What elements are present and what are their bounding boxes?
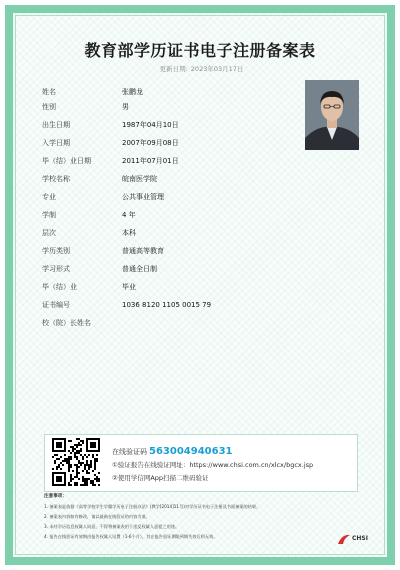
field-value: 皖南医学院 [122,175,157,183]
field-label: 专业 [42,193,56,201]
field-row-name [42,85,302,99]
field-row-duration [42,208,302,222]
field-label: 出生日期 [42,121,70,129]
field-row-level [42,226,302,240]
field-row-president [42,316,302,330]
update-date [0,64,400,73]
verification-app-line: ②使用学信网App扫描二维码验证 [112,474,209,482]
field-value: 公共事业管理 [122,193,164,201]
field-row-completion [42,280,302,294]
field-label: 层次 [42,229,56,237]
note-item: 1. 备案表是依据《高等学校学生学籍学历电子注册办法》(教学[2014]11号)对学历证书电子注册及书面备案的结果。 [44,504,261,509]
field-row-school [42,172,302,186]
update-date-value: 2023年03月17日 [190,65,244,73]
field-label: 学制 [42,211,56,219]
field-label: 学习形式 [42,265,70,273]
update-label: 更新日期: [159,65,188,73]
field-label: 性别 [42,103,56,111]
field-label: 学历类别 [42,247,70,255]
field-row-birth-date [42,118,302,132]
field-value: 本科 [122,229,136,237]
qr-code[interactable] [52,438,100,486]
field-value: 2011年07月01日 [122,157,179,165]
field-label: 入学日期 [42,139,70,147]
field-value: 普通全日制 [122,265,157,273]
field-label: 校（院）长姓名 [42,319,91,327]
field-value: 男 [122,103,129,111]
field-label: 毕（结）业日期 [42,157,91,165]
field-value: 张鹏龙 [122,88,143,96]
portrait-image [305,80,359,150]
field-label: 毕（结）业 [42,283,77,291]
field-row-certificate-number [42,298,302,312]
note-item: 2. 备案表内容如有修改，请以最新在线验证的内容为准。 [44,514,150,519]
field-row-gender [42,100,302,114]
qr-code-icon [52,438,100,486]
note-item: 3. 未经学历信息权属人同意，不得将备案表用于违反权属人意愿之用途。 [44,524,180,529]
field-row-enroll-date [42,136,302,150]
field-row-major [42,190,302,204]
chsi-logo-text: CHSI [352,535,368,542]
verification-url-line[interactable]: ①验证报告在线验证网址：https://www.chsi.com.cn/xlcx/bgcx.jsp [112,461,314,469]
field-label: 学校名称 [42,175,70,183]
student-photo [305,80,359,150]
field-row-graduation-date [42,154,302,168]
field-value: 毕业 [122,283,136,291]
field-value: 2007年09月08日 [122,139,179,147]
verification-code-label: 在线验证码 [112,448,147,456]
field-row-education-type [42,244,302,258]
note-item: 4. 报告在线验证有效期由报告权属人设置（1-6个月），其在报告验证期限到期失效后则无效。 [44,534,218,539]
field-value: 1036 8120 1105 0015 79 [122,301,212,309]
page-title: 教育部学历证书电子注册备案表 [84,41,316,60]
notes-section [44,492,344,542]
field-label: 姓名 [42,88,56,96]
verification-code-line [112,446,233,457]
field-label: 证书编号 [42,301,70,309]
field-value: 1987年04月10日 [122,121,179,129]
field-value: 普通高等教育 [122,247,164,255]
notes-title: 注意事项： [44,494,67,499]
verification-code[interactable]: 563004940631 [149,446,233,457]
field-value: 4 年 [122,211,136,219]
field-row-study-mode [42,262,302,276]
